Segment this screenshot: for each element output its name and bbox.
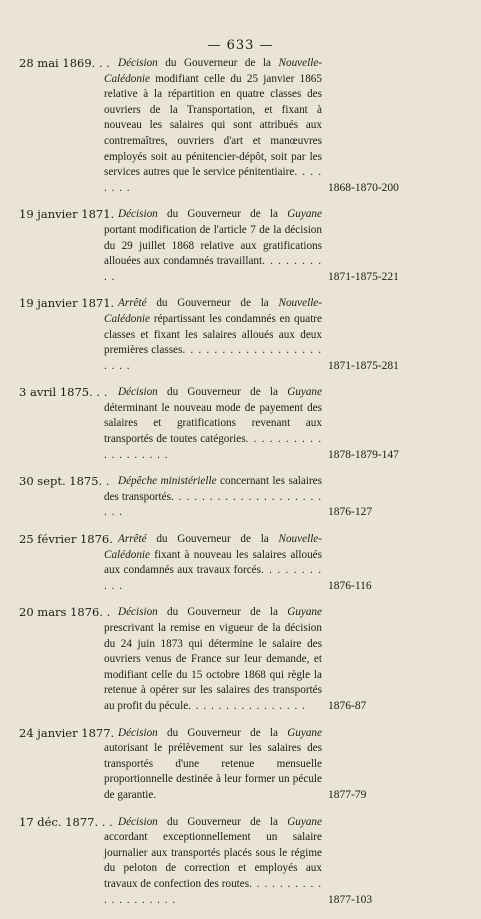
leader-dots: . . . . . . . .	[104, 166, 322, 194]
entry-type: Dépêche ministérielle	[118, 475, 217, 488]
leader-dots: . . . . . . . . . . .	[104, 564, 323, 592]
entry-date: 30 sept. 1875. .	[19, 474, 110, 489]
entry-colony: Guyane	[287, 208, 322, 221]
entry-colony: Guyane	[287, 386, 322, 399]
entry-reference: 1877-103	[328, 893, 373, 906]
entry-colony: Nouvelle-Calédonie	[104, 57, 323, 85]
entry-date: 17 déc. 1877. . .	[19, 814, 113, 829]
entry-text: portant modification de l'article 7 de la décision du 29 juillet 1868 relative aux gratifications allouées aux condamnés travaillant	[104, 223, 322, 268]
entry-type: Décision	[118, 726, 158, 739]
entry-type: Décision	[118, 57, 158, 69]
entry-row	[0, 56, 481, 196]
entry-reference: 1876-87	[328, 699, 367, 712]
entry-type: Décision	[118, 208, 158, 221]
entry-row	[0, 815, 481, 909]
entry-colony: Guyane	[287, 606, 322, 619]
entry-description	[104, 207, 322, 285]
entry-text: prescrivant la remise en vigueur de la décision du 24 juin 1873 qui détermine le salaire des ouvriers venus de France sur leur demande, et modifiant celle du 15 octobre 1868 qui règle la retenue à opérer sur les salaires des transportés au profit du pécule	[104, 622, 322, 712]
entry-type: Décision	[118, 606, 158, 619]
leader-dots: . . . . . . . . . . . . . . . . . . .	[104, 433, 323, 461]
entry-authority: du Gouverneur de la	[165, 57, 272, 69]
entry-authority: du Gouverneur de la	[167, 386, 278, 399]
entry-text: accordant exceptionnellement un salaire journalier aux transportés placés sous le régime du peloton de correction et employés aux travaux de confection des routes	[104, 831, 322, 890]
entry-row	[0, 296, 481, 374]
leader-dots: . . . . . . . . . . . . . . . . . . . . . . .	[104, 490, 322, 519]
entry-description	[104, 474, 322, 521]
page-number: — 633 —	[207, 38, 274, 53]
entry-colony: Guyane	[287, 726, 322, 739]
entry-date: 24 janvier 1877.	[19, 725, 115, 740]
entry-reference: 1871-1875-221	[328, 270, 399, 283]
entry-text: répartissant les condamnés en quatre classes et fixant les salaires alloués aux deux premières classes	[104, 312, 323, 357]
entry-description	[104, 532, 322, 594]
entry-row	[0, 532, 481, 594]
entry-date: 20 mars 1876. .	[19, 605, 111, 620]
entry-text: modifiant celle du 25 janvier 1865 relative à la répartition en quatre classes des ouvriers de la Transportation, et fixant à nouveau les salaires qui sont attribués aux contremaîtres, ouvriers d'art et manœuvres employés soit au pénitencier-dépôt, soit par les services autres que le service pénitentiaire	[104, 72, 322, 179]
entry-description	[104, 296, 322, 374]
entry-row	[0, 726, 481, 804]
entry-authority: du Gouverneur de la	[167, 606, 278, 619]
entry-reference: 1876-127	[328, 506, 373, 519]
entry-type: Décision	[118, 815, 158, 828]
entry-description	[104, 385, 322, 463]
entry-description	[104, 56, 322, 196]
entry-colony: Nouvelle-Calédonie	[104, 297, 322, 325]
entry-authority: du Gouverneur de la	[167, 815, 278, 828]
entry-description	[104, 815, 322, 909]
entry-date: 28 mai 1869. . .	[19, 56, 110, 70]
entry-text: fixant à nouveau les salaires alloués aux condamnés aux travaux forcés	[104, 548, 323, 577]
entry-date: 19 janvier 1871.	[19, 296, 115, 311]
entry-row	[0, 474, 481, 521]
entry-colony: Guyane	[287, 815, 322, 828]
entry-description	[104, 726, 322, 804]
entry-description	[104, 605, 322, 714]
entry-row	[0, 385, 481, 463]
entry-date: 3 avril 1875. . .	[19, 385, 108, 400]
entry-type: Décision	[118, 386, 158, 399]
leader-dots: . . . . . . . . . . . . . . . . . . . .	[104, 877, 323, 906]
entry-type: Arrêté	[118, 297, 147, 310]
entry-date: 25 février 1876.	[19, 532, 113, 547]
entry-reference: 1871-1875-281	[328, 359, 399, 372]
entry-colony: Nouvelle-Calédonie	[104, 533, 322, 561]
entry-authority: du Gouverneur de la	[156, 533, 269, 546]
leader-dots: . . . . . . . . . .	[104, 255, 322, 283]
entry-authority: du Gouverneur de la	[156, 297, 269, 310]
entry-text: autorisant le prélèvement sur les salaires des transportés d'une retenue mensuelle proportionnelle destinée à leur former un pécule de garantie.	[104, 742, 322, 801]
entry-text: déterminant le nouveau mode de payement des salaires et gratifications revenant aux transportés de toutes catégories	[104, 401, 322, 446]
entry-reference: 1877-79	[328, 788, 367, 801]
entry-type: Arrêté	[118, 533, 147, 546]
entry-reference: 1868-1870-200	[328, 181, 399, 194]
entry-reference: 1876-116	[328, 579, 372, 592]
leader-dots: . . . . . . . . . . . . . . . .	[188, 699, 306, 712]
entry-date: 19 janvier 1871.	[19, 207, 115, 222]
entry-authority: du Gouverneur de la	[167, 726, 278, 739]
entry-authority: du Gouverneur de la	[167, 208, 278, 221]
entry-reference: 1878-1879-147	[328, 448, 399, 461]
entry-row	[0, 605, 481, 714]
entry-row	[0, 207, 481, 285]
entries-list	[0, 56, 481, 919]
entry-text: concernant les salaires des transportés	[104, 475, 323, 503]
leader-dots: . . . . . . . . . . . . . . . . . . . . . .	[104, 344, 323, 372]
